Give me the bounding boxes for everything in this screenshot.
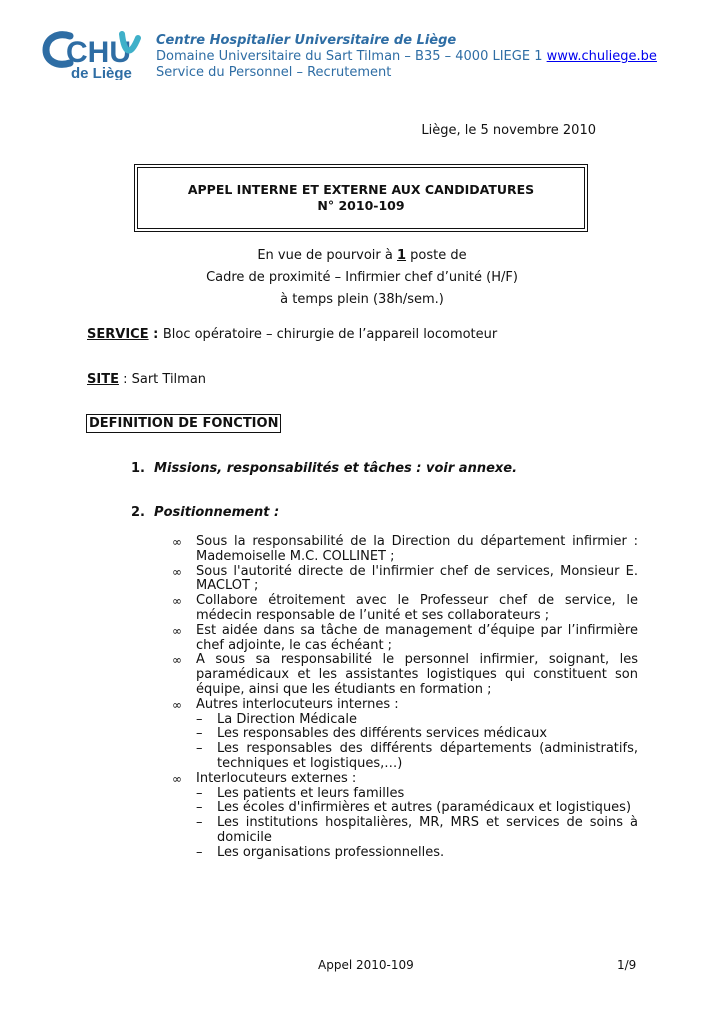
position-title: Cadre de proximité – Infirmier chef d’unité (H/F) [206, 270, 518, 285]
site-field [87, 372, 206, 387]
title-line-2: N° 2010-109 [317, 198, 405, 213]
logo-subtext: de Liège [71, 65, 132, 80]
position-schedule: à temps plein (38h/sem.) [280, 292, 444, 307]
section-1 [131, 461, 517, 476]
list-item-text: Interlocuteurs externes : [196, 770, 357, 786]
section-1-number: 1. [131, 461, 145, 476]
sub-list-item [196, 727, 638, 742]
site-label: SITE [87, 372, 119, 387]
section-2-title: Positionnement : [154, 505, 280, 520]
infinity-bullet-icon: ∞ [172, 653, 182, 668]
dash-bullet-icon: – [196, 726, 203, 742]
list-item-text: Autres interlocuteurs internes : [196, 696, 399, 712]
sub-list-item [196, 846, 638, 861]
sub-list-item-text: Les responsables des différents services médicaux [217, 726, 548, 742]
list-item [172, 772, 638, 787]
dash-bullet-icon: – [196, 741, 203, 757]
infinity-bullet-icon: ∞ [172, 623, 182, 638]
sub-list-item-text: Les institutions hospitalières, MR, MRS et services de soins à domicile [217, 815, 638, 845]
position-count: 1 [397, 248, 407, 263]
sub-list-item-text: Les organisations professionnelles. [217, 844, 445, 860]
intro-post: poste de [406, 248, 467, 263]
service-label: SERVICE [87, 327, 149, 342]
list-item-text: Collabore étroitement avec le Professeur chef de service, le médecin responsable de l’unité et ses collaborateurs ; [196, 593, 638, 623]
section-2 [131, 505, 279, 520]
sub-list-item [196, 787, 638, 802]
position-intro [0, 245, 724, 311]
site-sep: : [118, 372, 132, 387]
service-field [87, 327, 497, 342]
sub-list-item-text: Les écoles d'infirmières et autres (paramédicaux et logistiques) [217, 800, 632, 816]
dash-bullet-icon: – [196, 815, 203, 831]
org-name: Centre Hospitalier Universitaire de Liège [156, 33, 457, 48]
sub-list-item [196, 801, 638, 816]
sub-list-item-text: Les patients et leurs familles [217, 785, 405, 801]
website-link[interactable]: www.chuliege.be [546, 49, 657, 64]
dash-bullet-icon: – [196, 800, 203, 816]
intro-pre: En vue de pourvoir à [257, 248, 397, 263]
section-2-number: 2. [131, 505, 145, 520]
service-sep: : [148, 327, 163, 342]
dash-bullet-icon: – [196, 785, 203, 801]
positioning-list [172, 535, 638, 861]
infinity-bullet-icon: ∞ [172, 771, 182, 786]
intro-line-1 [0, 245, 724, 267]
infinity-bullet-icon: ∞ [172, 535, 182, 549]
chu-logo [40, 30, 144, 80]
org-department: Service du Personnel – Recrutement [156, 65, 392, 80]
org-address: Domaine Universitaire du Sart Tilman – B35 – 4000 LIEGE 1 [156, 49, 543, 64]
list-item [172, 594, 638, 624]
definition-title: DEFINITION DE FONCTION [86, 414, 281, 433]
infinity-bullet-icon: ∞ [172, 564, 182, 579]
page-number: 1/9 [617, 958, 637, 972]
infinity-bullet-icon: ∞ [172, 697, 182, 712]
list-item [172, 535, 638, 565]
footer-reference: Appel 2010-109 [318, 958, 414, 972]
infinity-bullet-icon: ∞ [172, 594, 182, 609]
list-item [172, 624, 638, 654]
sub-list-item-text: La Direction Médicale [217, 711, 358, 727]
list-item [172, 653, 638, 697]
list-item-text: A sous sa responsabilité le personnel infirmier, soignant, les paramédicaux et les assistantes logistiques qui constituent son équipe, ainsi que les étudiants en formation ; [196, 652, 638, 697]
logo-letters: CHU [66, 36, 131, 69]
list-item [172, 698, 638, 713]
dash-bullet-icon: – [196, 711, 203, 727]
dash-bullet-icon: – [196, 844, 203, 860]
org-address-line [156, 49, 657, 65]
service-value: Bloc opératoire – chirurgie de l’appareil locomoteur [162, 327, 498, 342]
site-value: Sart Tilman [131, 372, 207, 387]
sub-list-item [196, 713, 638, 728]
list-item-text: Sous la responsabilité de la Direction du département infirmier : Mademoiselle M.C. COLLINET ; [196, 534, 638, 564]
organization-header [156, 33, 657, 81]
list-item-text: Est aidée dans sa tâche de management d’équipe par l’infirmière chef adjointe, le cas échéant ; [196, 622, 638, 653]
sub-list-item [196, 742, 638, 772]
sub-list-item [196, 816, 638, 846]
section-1-title: Missions, responsabilités et tâches : voir annexe. [154, 461, 518, 476]
title-line-1: APPEL INTERNE ET EXTERNE AUX CANDIDATURES [187, 182, 535, 197]
list-item [172, 565, 638, 595]
sub-list-item-text: Les responsables des différents départements (administratifs, techniques et logistiques,…) [217, 741, 638, 771]
list-item-text: Sous l'autorité directe de l'infirmier chef de services, Monsieur E. MACLOT ; [196, 563, 638, 594]
title-box [137, 167, 585, 229]
document-date: Liège, le 5 novembre 2010 [421, 123, 596, 138]
